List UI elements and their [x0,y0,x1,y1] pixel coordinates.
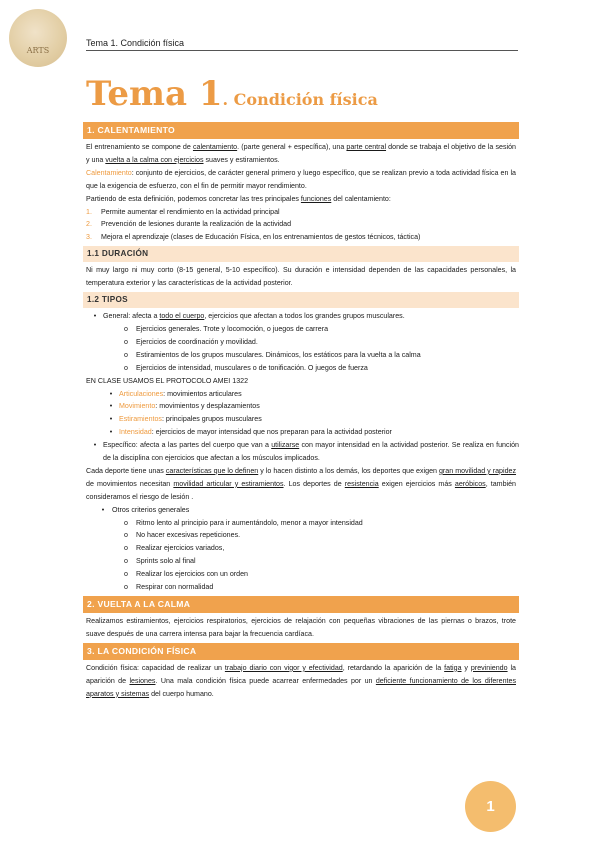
list-item: o Ejercicios de intensidad, musculares o de tonificación. O juegos de fuerza [124,363,368,372]
list-item: o Ejercicios de coordinación y movilidad. [124,337,258,346]
title-sub: . Condición física [222,90,378,109]
list-item: o Realizar los ejercicios con un orden [124,570,248,579]
section-heading-condicion-fisica: 3. LA CONDICIÓN FÍSICA [83,643,519,660]
list-item: o Respirar con normalidad [124,583,214,592]
paragraph-definition: Calentamiento: conjunto de ejercicios, de carácter general primero y luego específico, que se realizan previo a toda actividad física en la que la exigencia de esfuerzo, con el fin de permitir mayor rendimiento. [86,168,516,190]
paragraph-duracion: Ni muy largo ni muy corto (8-15 general, 5-10 específico). Su duración e intensidad dependen de las capacidades personales, la temperatura exterior y las características de la actividad posterior. [86,266,516,288]
title-main: Tema 1 [86,74,223,114]
list-item-especifico: • Específico: afecta a las partes del cuerpo que van a utilizarse con mayor intensidad en la actividad posterior. Se realiza en función de la disciplina con ejercicios que afectan a los músculos implicados. [93,441,519,463]
list-item: o Ritmo lento al principio para ir aumentándolo, menor a mayor intensidad [124,518,363,527]
list-item-general: • General: afecta a todo el cuerpo, ejercicios que afectan a todos los grandes grupos musculares. [93,312,405,321]
logo-text: ARTS [26,46,50,55]
list-item: o Estiramientos de los grupos musculares. Dinámicos, los estáticos para la vuelta a la calma [124,350,421,359]
protocol-item: • Intensidad: ejercicios de mayor intensidad que nos preparan para la actividad posterior [109,428,392,437]
document-body [83,120,519,701]
list-item: o Sprints solo al final [124,557,196,566]
section-heading-vuelta-calma: 2. VUELTA A LA CALMA [83,596,519,613]
list-item: o Ejercicios generales. Trote y locomoción, o juegos de carrera [124,324,329,333]
protocol-heading: EN CLASE USAMOS EL PROTOCOLO AMEI 1322 [86,376,249,385]
protocol-item: • Estiramientos: principales grupos musculares [109,415,262,424]
paragraph-vuelta-calma: Realizamos estiramientos, ejercicios respiratorios, ejercicios de relajación con pequeñas vibraciones de las piernas o brazos, trote suave después de una carrera intensa para bajar la frecuencia cardíaca. [86,617,516,638]
function-item: 2. Prevención de lesiones durante la realización de la actividad [86,220,292,229]
logo [9,9,67,67]
protocol-item: • Movimiento: movimientos y desplazamientos [109,402,260,411]
paragraph-condicion-fisica: Condición física: capacidad de realizar un trabajo diario con vigor y efectividad, retardando la aparición de la fatiga y previniendo la aparición de lesiones. Una mala condición física puede acarrear enfermedades por un deficiente funcionamiento de los diferentes aparatos y sistemas del cuerpo humano. [86,663,517,698]
page-title [86,74,378,114]
page-number: 1 [465,781,516,832]
function-item: 1. Permite aumentar el rendimiento en la actividad principal [86,207,280,216]
section-heading-calentamiento: 1. CALENTAMIENTO [83,122,519,139]
protocol-item: • Articulaciones: movimientos articulares [109,389,242,398]
paragraph-intro: El entrenamiento se compone de calentamiento. (parte general + específica), una parte central donde se trabaja el objetivo de la sesión y una vuelta a la calma con ejercicios suaves y estiramientos. [86,143,516,164]
header-divider [86,50,518,51]
paragraph-functions-intro: Partiendo de esta definición, podemos concretar las tres principales funciones del calentamiento: [86,194,391,203]
subsection-heading-tipos: 1.2 TIPOS [83,292,519,308]
paragraph-deporte: Cada deporte tiene unas características que lo definen y lo hacen distinto a los demás, los deportes que exigen gran movilidad y rapidez de movimientos necesitan movilidad articular y estiramientos. Los deportes de resistencia exigen ejercicios más aeróbicos, también consideramos el riesgo de lesión . [86,466,517,501]
running-header: Tema 1. Condición física [86,38,185,48]
list-item: o No hacer excesivas repeticiones. [124,531,241,540]
list-item: o Realizar ejercicios variados, [124,544,225,553]
list-item-otros: • Otros criterios generales [101,505,190,514]
function-item: 3. Mejora el aprendizaje (clases de Educación Física, en los entrenamientos de gestos técnicos, táctica) [86,233,421,242]
subsection-heading-duracion: 1.1 DURACIÓN [83,246,519,262]
